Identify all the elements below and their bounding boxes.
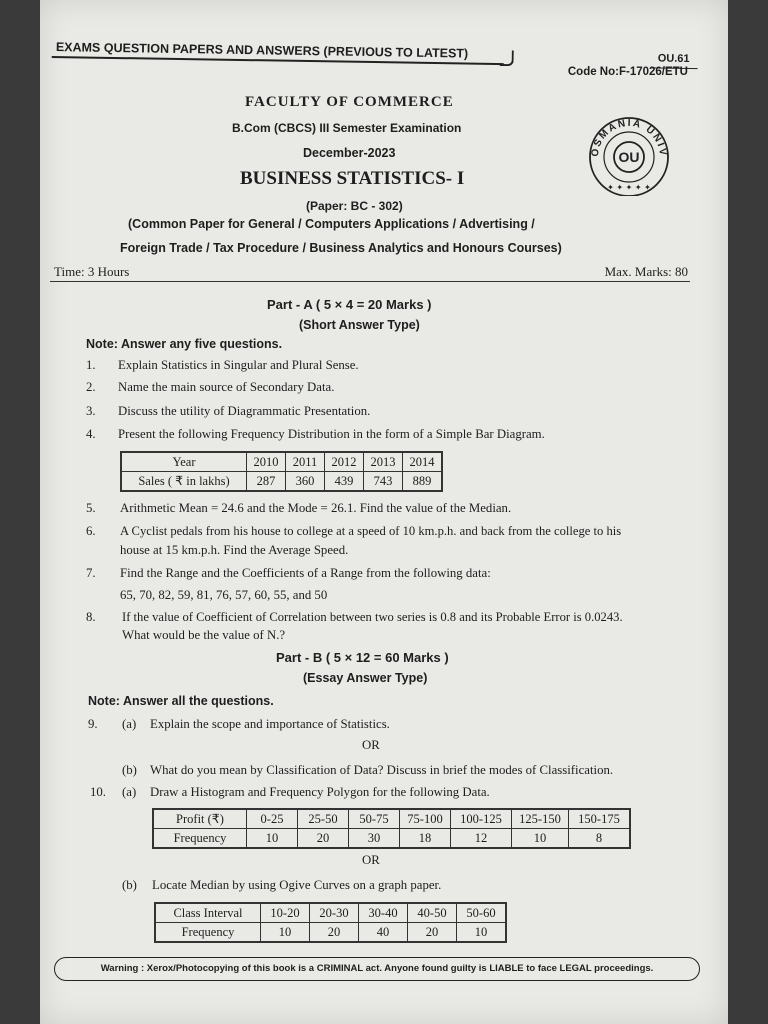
table-cell: 10 [261, 923, 310, 943]
sales-frequency-table [120, 451, 443, 492]
or-separator: OR [362, 853, 380, 867]
part-b-note: Note: Answer all the questions. [88, 694, 274, 708]
table-cell: 20 [310, 923, 359, 943]
common-paper-line-2: Foreign Trade / Tax Procedure / Business Analytics and Honours Courses) [120, 241, 562, 255]
table-cell: 889 [403, 472, 443, 492]
sub-question-label: (a) [122, 717, 137, 731]
table-cell: Profit (₹) [153, 809, 247, 829]
part-b-subtitle: (Essay Answer Type) [303, 671, 428, 685]
sub-question-label: (b) [122, 763, 137, 777]
question-text: What do you mean by Classification of Data? Discuss in brief the modes of Classification. [150, 763, 614, 777]
table-cell: 30-40 [359, 903, 408, 923]
table-cell: 40 [359, 923, 408, 943]
question-text: If the value of Coefficient of Correlation between two series is 0.8 and its Probable Error is 0.0243. [122, 610, 623, 624]
copyright-warning: Warning : Xerox/Photocopying of this book is a CRIMINAL act. Anyone found guilty is LIABLE to face LEGAL proceedings. [54, 957, 700, 981]
question-number: 9. [88, 717, 98, 731]
banner-code: OU.61 [657, 52, 690, 66]
university-seal-icon [578, 110, 680, 196]
or-separator: OR [362, 738, 380, 752]
seal-center-text: OU [618, 149, 640, 165]
seal-ring-text: OSMANIA UNIV [589, 117, 669, 158]
table-cell: 287 [247, 472, 286, 492]
faculty-title: FACULTY OF COMMERCE [245, 94, 454, 110]
part-a-title: Part - A ( 5 × 4 = 20 Marks ) [267, 297, 432, 312]
question-text: Draw a Histogram and Frequency Polygon for the following Data. [150, 785, 490, 799]
profit-frequency-table [152, 808, 631, 849]
table-cell: Sales ( ₹ in lakhs) [121, 472, 247, 492]
table-cell: 125-150 [512, 809, 569, 829]
table-cell: 439 [325, 472, 364, 492]
question-number: 8. [86, 610, 96, 624]
question-text: Locate Median by using Ogive Curves on a graph paper. [152, 878, 442, 892]
question-text-continued: 65, 70, 82, 59, 81, 76, 57, 60, 55, and 50 [120, 588, 328, 602]
table-cell: Year [121, 452, 247, 472]
question-text-continued: house at 15 km.p.h. Find the Average Speed. [120, 543, 349, 557]
banner-underline-cap [500, 50, 514, 66]
table-cell: 50-75 [349, 809, 400, 829]
exam-duration: Time: 3 Hours [54, 264, 130, 279]
header-divider [50, 281, 690, 282]
table-row [121, 472, 442, 492]
table-cell: 100-125 [451, 809, 512, 829]
question-number: 5. [86, 501, 96, 515]
table-cell: 360 [286, 472, 325, 492]
question-number: 4. [86, 427, 96, 441]
table-cell: Frequency [155, 923, 261, 943]
table-row [153, 829, 630, 849]
paper-code: (Paper: BC - 302) [306, 199, 403, 213]
table-cell: 50-60 [457, 903, 507, 923]
table-cell: 18 [400, 829, 451, 849]
question-number: 6. [86, 524, 96, 538]
table-cell: 40-50 [408, 903, 457, 923]
question-number: 3. [86, 404, 96, 418]
table-cell: 150-175 [569, 809, 631, 829]
table-cell: 2011 [286, 452, 325, 472]
table-cell: 10 [512, 829, 569, 849]
question-text: Explain Statistics in Singular and Plural Sense. [118, 358, 359, 372]
table-cell: 0-25 [247, 809, 298, 829]
table-cell: 10 [247, 829, 298, 849]
table-cell: 10 [457, 923, 507, 943]
question-text-continued: What would be the value of N.? [122, 628, 286, 642]
question-text: Arithmetic Mean = 24.6 and the Mode = 26.1. Find the value of the Median. [120, 501, 512, 515]
table-cell: 12 [451, 829, 512, 849]
class-interval-table [154, 902, 507, 943]
table-row [153, 809, 630, 829]
question-text: Find the Range and the Coefficients of a Range from the following data: [120, 566, 491, 580]
question-number: 1. [86, 358, 96, 372]
part-b-title: Part - B ( 5 × 12 = 60 Marks ) [276, 650, 449, 665]
sub-question-label: (a) [122, 785, 137, 799]
table-row [155, 923, 506, 943]
question-number: 7. [86, 566, 96, 580]
question-number: 2. [86, 380, 96, 394]
exam-name: B.Com (CBCS) III Semester Examination [232, 121, 462, 135]
exam-date: December-2023 [303, 146, 396, 160]
table-cell: 743 [364, 472, 403, 492]
table-cell: 20-30 [310, 903, 359, 923]
svg-text:✦ ✦ ✦ ✦ ✦: ✦ ✦ ✦ ✦ ✦ [607, 183, 651, 192]
table-cell: 25-50 [298, 809, 349, 829]
part-a-subtitle: (Short Answer Type) [299, 318, 420, 332]
table-cell: 2013 [364, 452, 403, 472]
sub-question-label: (b) [122, 878, 137, 892]
table-cell: 30 [349, 829, 400, 849]
table-cell: 10-20 [261, 903, 310, 923]
exam-paper-page [40, 0, 728, 1024]
table-cell: Frequency [153, 829, 247, 849]
table-cell: 2010 [247, 452, 286, 472]
table-cell: Class Interval [155, 903, 261, 923]
table-cell: 2014 [403, 452, 443, 472]
question-number: 10. [90, 785, 106, 799]
question-text: Present the following Frequency Distribution in the form of a Simple Bar Diagram. [118, 427, 545, 441]
table-row [121, 452, 442, 472]
common-paper-line-1: (Common Paper for General / Computers Applications / Advertising / [128, 217, 535, 231]
table-cell: 20 [298, 829, 349, 849]
question-text: Explain the scope and importance of Statistics. [150, 717, 390, 731]
table-cell: 8 [569, 829, 631, 849]
part-a-note: Note: Answer any five questions. [86, 337, 283, 351]
banner-title: EXAMS QUESTION PAPERS AND ANSWERS (PREVIOUS TO LATEST) [55, 40, 469, 61]
subject-title: BUSINESS STATISTICS- I [240, 168, 465, 189]
question-text: Name the main source of Secondary Data. [118, 380, 335, 394]
question-text: A Cyclist pedals from his house to college at a speed of 10 km.p.h. and back from the college to his [120, 524, 622, 538]
table-cell: 2012 [325, 452, 364, 472]
table-cell: 75-100 [400, 809, 451, 829]
table-cell: 20 [408, 923, 457, 943]
code-number: Code No:F-17026/ETU [567, 66, 688, 78]
max-marks: Max. Marks: 80 [604, 264, 688, 279]
table-row [155, 903, 506, 923]
question-text: Discuss the utility of Diagrammatic Presentation. [118, 404, 371, 418]
